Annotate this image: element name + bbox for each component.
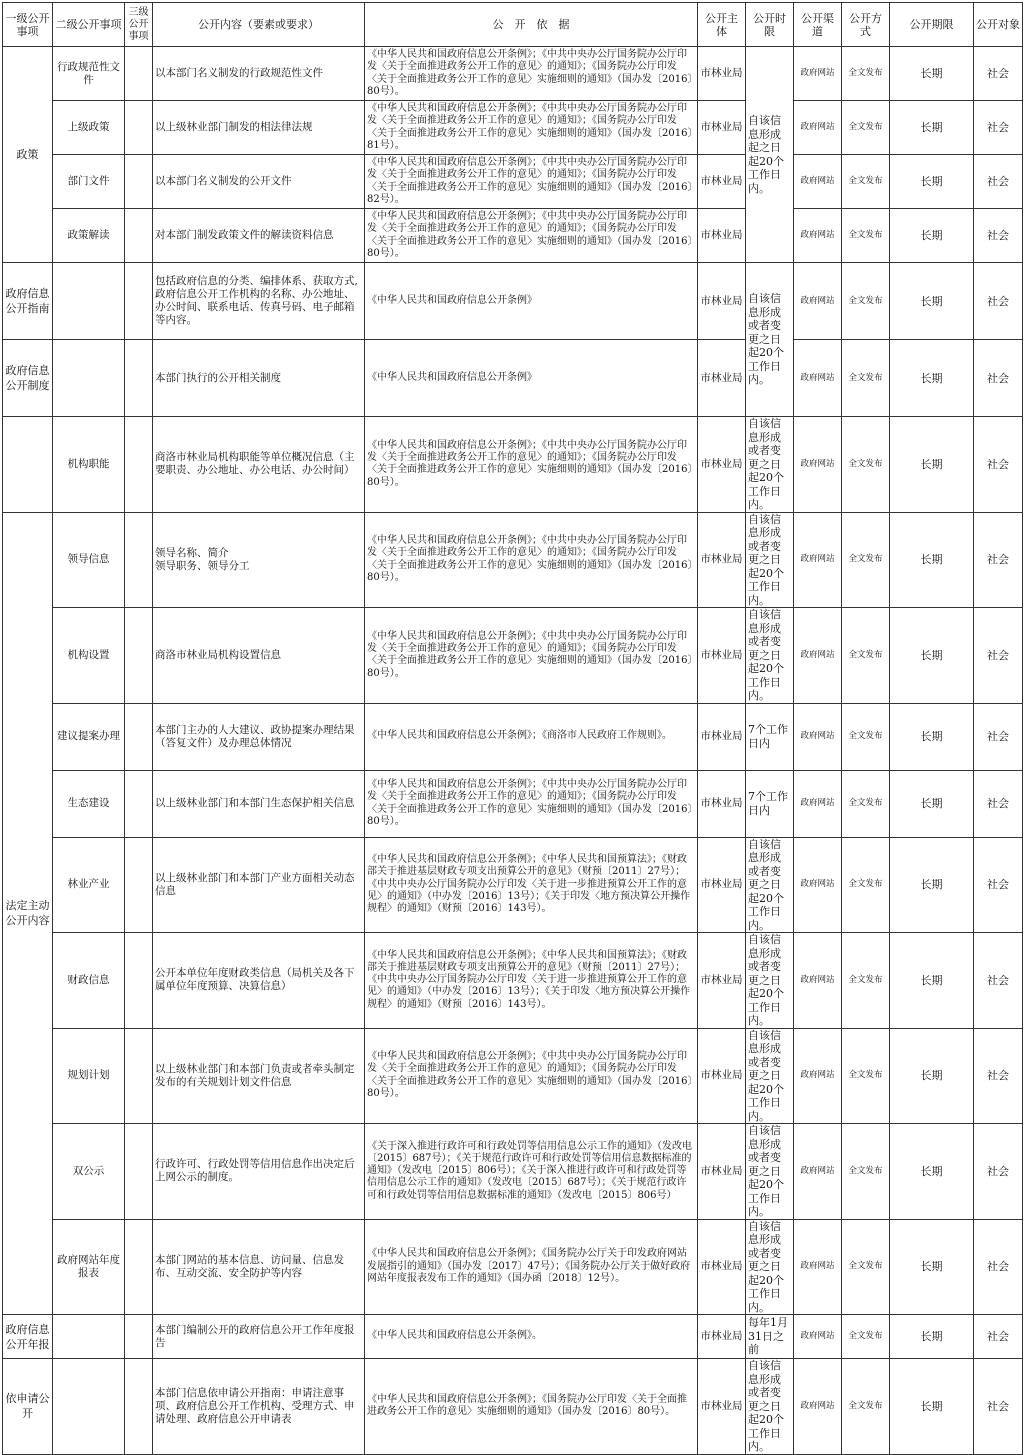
header-row [3,3,1023,47]
channel-cell: 政府网站 [794,933,842,1029]
header-cell: 公开主体 [698,3,746,47]
term-cell: 长期 [890,47,974,101]
third-level-item-cell [125,1124,153,1220]
method-cell: 全文发布 [842,1028,890,1124]
content-cell: 以本部门名义制发的公开文件 [153,155,365,209]
subject-cell: 市林业局 [698,837,746,933]
first-level-item-cell: 政策 [3,47,53,263]
second-level-item-cell [53,263,125,340]
disclosure-table [2,2,1023,1455]
term-cell: 长期 [890,770,974,837]
table-row [3,1219,1023,1315]
table-row [3,340,1023,417]
content-cell: 本部门主办的人大建议、政协提案办理结果（答复文件）及办理总体情况 [153,703,365,770]
table-row [3,703,1023,770]
second-level-item-cell: 双公示 [53,1124,125,1220]
time-limit-cell: 自该信息形成或者变更之日起20个工作日内。 [746,417,794,513]
term-cell: 长期 [890,1124,974,1220]
content-cell: 对本部门制发政策文件的解读资料信息 [153,209,365,263]
third-level-item-cell [125,101,153,155]
content-cell: 以上级林业部门和本部门产业方面相关动态信息 [153,837,365,933]
basis-cell: 《关于深入推进行政许可和行政处罚等信用信息公示工作的通知》（发改电〔2015〕687号）；《关于规范行政许可和行政处罚等信用信息数据标准的通知》（发改电〔2015〕806号）；《关于深入推进行政许可和行政处罚等信用信息公示工作的通知》（发改电〔2015〕687号）；《关于规范行政许可和行政处罚等信用信息数据标准的通知》（发改电〔2015〕806号） [365,1124,698,1220]
basis-cell: 《中华人民共和国政府信息公开条例》；《中共中央办公厅国务院办公厅印发〈关于全面推进政务公开工作的意见〉的通知》；《国务院办公厅印发〈关于全面推进政务公开工作的意见〉实施细则的通知》（国办发〔2016〕80号）。 [365,47,698,101]
method-cell: 全文发布 [842,608,890,704]
first-level-item-cell: 政府信息公开指南 [3,263,53,340]
method-cell: 全文发布 [842,1359,890,1455]
third-level-item-cell [125,837,153,933]
third-level-item-cell [125,1028,153,1124]
basis-cell: 《中华人民共和国政府信息公开条例》；《中共中央办公厅国务院办公厅印发〈关于全面推进政务公开工作的意见〉的通知》；《国务院办公厅印发〈关于全面推进政务公开工作的意见〉实施细则的通知》（国办发〔2016〕80号）。 [365,209,698,263]
content-cell: 以上级林业部门和本部门负责或者牵头制定发布的有关规划计划文件信息 [153,1028,365,1124]
time-limit-cell: 自该信息形成或者变更之日起20个工作日内。 [746,933,794,1029]
third-level-item-cell [125,933,153,1029]
third-level-item-cell [125,608,153,704]
content-cell: 商洛市林业局机构职能等单位概况信息（主要职责、办公地址、办公电话、办公时间） [153,417,365,513]
basis-cell: 《中华人民共和国政府信息公开条例》；《国务院办公厅关于印发政府网站发展指引的通知》（国办发〔2017〕47号）；《国务院办公厅关于做好政府网站年度报表发布工作的通知》（国办函〔2018〕12号）。 [365,1219,698,1315]
subject-cell: 市林业局 [698,101,746,155]
term-cell: 长期 [890,1219,974,1315]
subject-cell: 市林业局 [698,340,746,417]
channel-cell: 政府网站 [794,340,842,417]
target-cell: 社会 [974,1124,1023,1220]
table-body [3,47,1023,1455]
target-cell: 社会 [974,340,1023,417]
header-cell: 公开时限 [746,3,794,47]
third-level-item-cell [125,703,153,770]
target-cell: 社会 [974,47,1023,101]
method-cell: 全文发布 [842,155,890,209]
third-level-item-cell [125,770,153,837]
third-level-item-cell [125,209,153,263]
channel-cell: 政府网站 [794,417,842,513]
method-cell: 全文发布 [842,512,890,608]
channel-cell: 政府网站 [794,209,842,263]
channel-cell: 政府网站 [794,101,842,155]
time-limit-cell: 自该信息形成或者变更之日起20个工作日内。 [746,1359,794,1455]
first-level-item-cell: 法定主动公开内容 [3,512,53,1315]
subject-cell: 市林业局 [698,770,746,837]
first-level-item-cell [3,417,53,513]
term-cell: 长期 [890,837,974,933]
third-level-item-cell [125,340,153,417]
first-level-item-cell: 政府信息公开制度 [3,340,53,417]
basis-cell: 《中华人民共和国政府信息公开条例》；《国务院办公厅印发〈关于全面推进政务公开工作的意见〉实施细则的通知》（国办发〔2016〕80号）。 [365,1359,698,1455]
basis-cell: 《中华人民共和国政府信息公开条例》；《中华人民共和国预算法》；《财政部关于推进基层财政专项支出预算公开的意见》（财预〔2011〕27号）；《中共中央办公厅国务院办公厅印发〈关于进一步推进预算公开工作的意见〉的通知》（中办发〔2016〕13号）；《关于印发〈地方预决算公开操作规程〉的通知》（财预〔2016〕143号）。 [365,837,698,933]
header-cell: 三级公开事项 [125,3,153,47]
table-row [3,837,1023,933]
target-cell: 社会 [974,837,1023,933]
target-cell: 社会 [974,417,1023,513]
content-cell: 包括政府信息的分类、编排体系、获取方式,政府信息公开工作机构的名称、办公地址、办公时间、联系电话、传真号码、电子邮箱等内容。 [153,263,365,340]
method-cell: 全文发布 [842,1124,890,1220]
channel-cell: 政府网站 [794,512,842,608]
subject-cell: 市林业局 [698,1124,746,1220]
content-cell: 领导名称、简介 领导职务、领导分工 [153,512,365,608]
target-cell: 社会 [974,703,1023,770]
basis-cell: 《中华人民共和国政府信息公开条例》；《中共中央办公厅国务院办公厅印发〈关于全面推进政务公开工作的意见〉的通知》；《国务院办公厅印发〈关于全面推进政务公开工作的意见〉实施细则的通知》（国办发〔2016〕80号）。 [365,512,698,608]
content-cell: 商洛市林业局机构设置信息 [153,608,365,704]
second-level-item-cell [53,1315,125,1359]
method-cell: 全文发布 [842,47,890,101]
subject-cell: 市林业局 [698,1315,746,1359]
first-level-item-cell: 政府信息公开年报 [3,1315,53,1359]
time-limit-cell: 自该信息形成或者变更之日起20个工作日内。 [746,1124,794,1220]
second-level-item-cell: 政府网站年度报表 [53,1219,125,1315]
term-cell: 长期 [890,340,974,417]
header-cell: 公开期限 [890,3,974,47]
time-limit-cell: 自该信息形成或者变更之日起20个工作日内。 [746,512,794,608]
subject-cell: 市林业局 [698,1359,746,1455]
channel-cell: 政府网站 [794,1315,842,1359]
target-cell: 社会 [974,101,1023,155]
subject-cell: 市林业局 [698,417,746,513]
target-cell: 社会 [974,770,1023,837]
channel-cell: 政府网站 [794,1219,842,1315]
table-row [3,101,1023,155]
term-cell: 长期 [890,209,974,263]
table-row [3,263,1023,340]
table-row [3,1028,1023,1124]
basis-cell: 《中华人民共和国政府信息公开条例》；《中共中央办公厅国务院办公厅印发〈关于全面推进政务公开工作的意见〉的通知》；《国务院办公厅印发〈关于全面推进政务公开工作的意见〉实施细则的通知》（国办发〔2016〕80号）。 [365,417,698,513]
basis-cell: 《中华人民共和国政府信息公开条例》；《中共中央办公厅国务院办公厅印发〈关于全面推进政务公开工作的意见〉的通知》；《国务院办公厅印发〈关于全面推进政务公开工作的意见〉实施细则的通知》（国办发〔2016〕82号）。 [365,155,698,209]
table-row [3,1315,1023,1359]
content-cell: 以本部门名义制发的行政规范性文件 [153,47,365,101]
table-row [3,770,1023,837]
header-cell: 公开内容（要素或要求） [153,3,365,47]
header-cell: 公开渠道 [794,3,842,47]
method-cell: 全文发布 [842,263,890,340]
subject-cell: 市林业局 [698,608,746,704]
method-cell: 全文发布 [842,417,890,513]
content-cell: 本部门信息依申请公开指南：申请注意事项、政府信息公开工作机构、受理方式、申请处理、政府信息公开申请表 [153,1359,365,1455]
second-level-item-cell: 规划计划 [53,1028,125,1124]
basis-cell: 《中华人民共和国政府信息公开条例》 [365,263,698,340]
second-level-item-cell [53,340,125,417]
method-cell: 全文发布 [842,837,890,933]
table-row [3,209,1023,263]
second-level-item-cell: 林业产业 [53,837,125,933]
content-cell: 本部门网站的基本信息、访问量、信息发布、互动交流、安全防护等内容 [153,1219,365,1315]
content-cell: 本部门执行的公开相关制度 [153,340,365,417]
channel-cell: 政府网站 [794,155,842,209]
method-cell: 全文发布 [842,1315,890,1359]
target-cell: 社会 [974,1359,1023,1455]
target-cell: 社会 [974,1028,1023,1124]
second-level-item-cell: 生态建设 [53,770,125,837]
third-level-item-cell [125,155,153,209]
second-level-item-cell: 上级政策 [53,101,125,155]
content-cell: 以上级林业部门和本部门生态保护相关信息 [153,770,365,837]
method-cell: 全文发布 [842,703,890,770]
third-level-item-cell [125,512,153,608]
second-level-item-cell: 机构职能 [53,417,125,513]
channel-cell: 政府网站 [794,47,842,101]
third-level-item-cell [125,1219,153,1315]
third-level-item-cell [125,417,153,513]
term-cell: 长期 [890,417,974,513]
target-cell: 社会 [974,512,1023,608]
time-limit-cell: 每年1月31日之前 [746,1315,794,1359]
second-level-item-cell [53,1359,125,1455]
term-cell: 长期 [890,1028,974,1124]
second-level-item-cell: 机构设置 [53,608,125,704]
term-cell: 长期 [890,1359,974,1455]
time-limit-cell: 7个工作日内 [746,703,794,770]
table-row [3,933,1023,1029]
basis-cell: 《中华人民共和国政府信息公开条例》。 [365,1315,698,1359]
time-limit-cell: 自该信息形成或者变更之日起20个工作日内。 [746,608,794,704]
method-cell: 全文发布 [842,933,890,1029]
third-level-item-cell [125,1359,153,1455]
content-cell: 本部门编制公开的政府信息公开工作年度报告 [153,1315,365,1359]
term-cell: 长期 [890,703,974,770]
channel-cell: 政府网站 [794,1124,842,1220]
second-level-item-cell: 领导信息 [53,512,125,608]
term-cell: 长期 [890,608,974,704]
target-cell: 社会 [974,608,1023,704]
channel-cell: 政府网站 [794,837,842,933]
header-cell: 公 开 依 据 [365,3,698,47]
header-cell: 二级公开事项 [53,3,125,47]
table-row [3,155,1023,209]
header-cell: 公开对象 [974,3,1023,47]
content-cell: 行政许可、行政处罚等信用信息作出决定后上网公示的制度。 [153,1124,365,1220]
time-limit-cell: 自该信息形成或者变更之日起20个工作日内。 [746,1028,794,1124]
channel-cell: 政府网站 [794,1359,842,1455]
subject-cell: 市林业局 [698,933,746,1029]
term-cell: 长期 [890,101,974,155]
table-row [3,608,1023,704]
time-limit-cell: 自该信息形成起之日起20个工作日内。 [746,47,794,263]
channel-cell: 政府网站 [794,770,842,837]
subject-cell: 市林业局 [698,263,746,340]
header-cell: 一级公开事项 [3,3,53,47]
method-cell: 全文发布 [842,340,890,417]
content-cell: 以上级林业部门制发的相法律法规 [153,101,365,155]
channel-cell: 政府网站 [794,608,842,704]
subject-cell: 市林业局 [698,155,746,209]
channel-cell: 政府网站 [794,263,842,340]
method-cell: 全文发布 [842,209,890,263]
basis-cell: 《中华人民共和国政府信息公开条例》；《中共中央办公厅国务院办公厅印发〈关于全面推进政务公开工作的意见〉的通知》；《国务院办公厅印发〈关于全面推进政务公开工作的意见〉实施细则的通知》（国办发〔2016〕80号）。 [365,770,698,837]
time-limit-cell: 自该信息形成或者变更之日起20个工作日内。 [746,1219,794,1315]
basis-cell: 《中华人民共和国政府信息公开条例》；《中共中央办公厅国务院办公厅印发〈关于全面推进政务公开工作的意见〉的通知》；《国务院办公厅印发〈关于全面推进政务公开工作的意见〉实施细则的通知》（国办发〔2016〕80号）。 [365,1028,698,1124]
second-level-item-cell: 部门文件 [53,155,125,209]
table-row [3,1124,1023,1220]
target-cell: 社会 [974,209,1023,263]
basis-cell: 《中华人民共和国政府信息公开条例》；《中华人民共和国预算法》；《财政部关于推进基层财政专项支出预算公开的意见》（财预〔2011〕27号）；《中共中央办公厅国务院办公厅印发〈关于进一步推进预算公开工作的意见〉的通知》（中办发〔2016〕13号）；《关于印发〈地方预决算公开操作规程〉的通知》（财预〔2016〕143号）。 [365,933,698,1029]
basis-cell: 《中华人民共和国政府信息公开条例》；《商洛市人民政府工作规则》。 [365,703,698,770]
content-cell: 公开本单位年度财政类信息（局机关及各下属单位年度预算、决算信息） [153,933,365,1029]
target-cell: 社会 [974,933,1023,1029]
table-row [3,47,1023,101]
subject-cell: 市林业局 [698,1028,746,1124]
target-cell: 社会 [974,155,1023,209]
basis-cell: 《中华人民共和国政府信息公开条例》；《中共中央办公厅国务院办公厅印发〈关于全面推进政务公开工作的意见〉的通知》；《国务院办公厅印发〈关于全面推进政务公开工作的意见〉实施细则的通知》（国办发〔2016〕80号）。 [365,608,698,704]
third-level-item-cell [125,1315,153,1359]
second-level-item-cell: 行政规范性文件 [53,47,125,101]
table-row [3,1359,1023,1455]
second-level-item-cell: 政策解读 [53,209,125,263]
subject-cell: 市林业局 [698,703,746,770]
header-cell: 公开方式 [842,3,890,47]
second-level-item-cell: 财政信息 [53,933,125,1029]
time-limit-cell: 7个工作日内 [746,770,794,837]
third-level-item-cell [125,263,153,340]
subject-cell: 市林业局 [698,47,746,101]
subject-cell: 市林业局 [698,512,746,608]
first-level-item-cell: 依申请公开 [3,1359,53,1455]
method-cell: 全文发布 [842,101,890,155]
target-cell: 社会 [974,1219,1023,1315]
term-cell: 长期 [890,1315,974,1359]
time-limit-cell: 自该信息形成或者变更之日起20个工作日内。 [746,263,794,417]
subject-cell: 市林业局 [698,209,746,263]
second-level-item-cell: 建议提案办理 [53,703,125,770]
channel-cell: 政府网站 [794,1028,842,1124]
time-limit-cell: 自该信息形成或者变更之日起20个工作日内。 [746,837,794,933]
target-cell: 社会 [974,1315,1023,1359]
basis-cell: 《中华人民共和国政府信息公开条例》 [365,340,698,417]
channel-cell: 政府网站 [794,703,842,770]
target-cell: 社会 [974,263,1023,340]
term-cell: 长期 [890,512,974,608]
method-cell: 全文发布 [842,770,890,837]
third-level-item-cell [125,47,153,101]
term-cell: 长期 [890,155,974,209]
method-cell: 全文发布 [842,1219,890,1315]
table-row [3,512,1023,608]
table-row [3,417,1023,513]
term-cell: 长期 [890,263,974,340]
basis-cell: 《中华人民共和国政府信息公开条例》；《中共中央办公厅国务院办公厅印发〈关于全面推进政务公开工作的意见〉的通知》；《国务院办公厅印发〈关于全面推进政务公开工作的意见〉实施细则的通知》（国办发〔2016〕81号）。 [365,101,698,155]
subject-cell: 市林业局 [698,1219,746,1315]
term-cell: 长期 [890,933,974,1029]
